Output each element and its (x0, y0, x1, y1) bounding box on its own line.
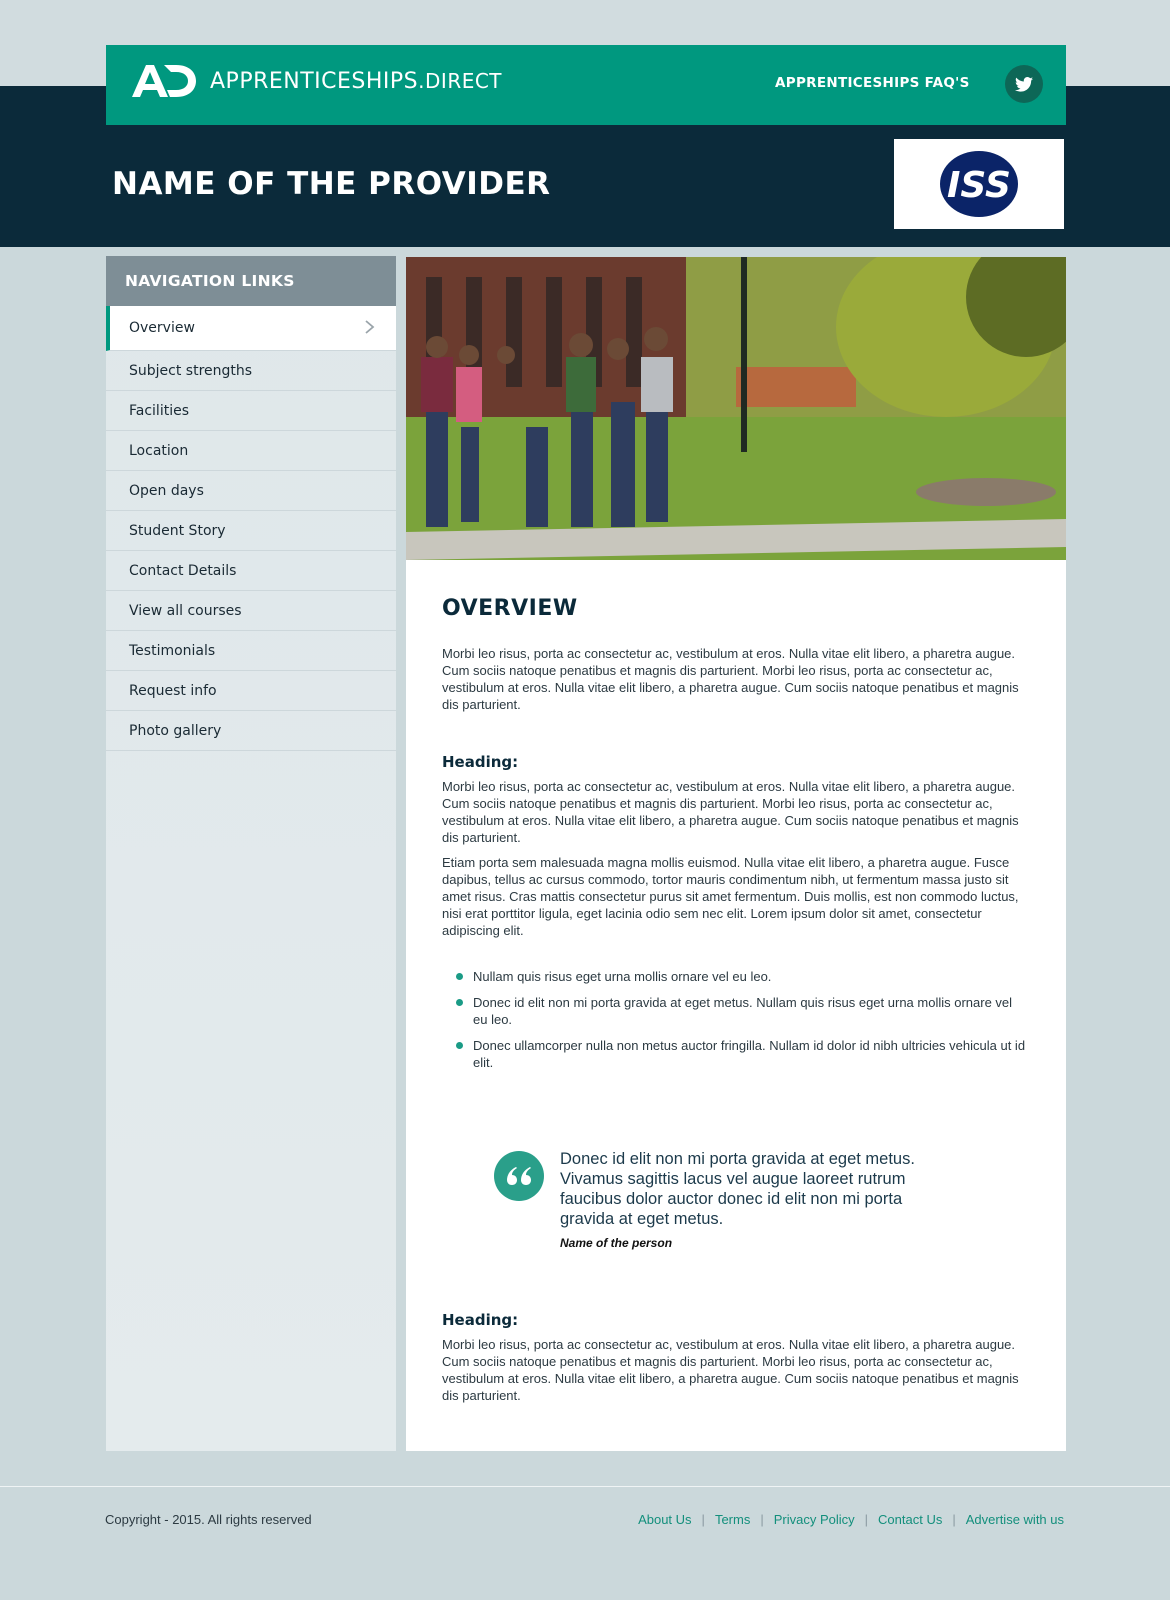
bullet-list (442, 968, 1030, 1071)
footer-link-privacy-policy[interactable]: Privacy Policy (773, 1512, 855, 1527)
top-navigation-bar (106, 45, 1066, 125)
logo-wordmark (210, 69, 502, 94)
footer-link-about-us[interactable]: About Us (638, 1512, 692, 1527)
footer-separator: | (760, 1512, 764, 1527)
sidebar-item-label: Overview (129, 320, 195, 336)
quote-text: Donec id elit non mi porta gravida at eget metus. Vivamus sagittis lacus vel augue laoreet rutrum faucibus dolor auctor donec id elit non mi porta gravida at eget metus. (560, 1150, 915, 1228)
footer-divider (0, 1486, 1170, 1487)
section-heading-1: Heading: (442, 753, 519, 771)
section-heading-2: Heading: (442, 1311, 519, 1329)
sidebar-item-student-story[interactable] (106, 511, 396, 551)
sidebar-item-location[interactable] (106, 431, 396, 471)
logo-main-text: APPRENTICESHIPS (210, 68, 419, 94)
sidebar-item-label: Contact Details (129, 562, 237, 579)
footer-links (638, 1512, 1064, 1527)
sidebar-item-label: Testimonials (129, 642, 216, 659)
iss-logo-icon (938, 149, 1020, 219)
bullet-item: Donec ullamcorper nulla non metus auctor fringilla. Nullam id dolor id nibh ultricies vehicula ut id elit. (456, 1037, 1030, 1071)
sidebar-item-overview[interactable] (106, 306, 396, 351)
footer-separator: | (864, 1512, 869, 1527)
section-2-paragraph: Morbi leo risus, porta ac consectetur ac, vestibulum at eros. Nulla vitae elit libero, a pharetra augue. Cum sociis natoque penatibus et magnis dis parturient. Morbi leo risus, porta ac consectetur ac, vestibulum at eros. Nulla vitae elit libero, a pharetra augue. Cum sociis natoque penatibus et magnis dis parturient. (442, 1337, 1019, 1403)
sidebar-item-label: View all courses (129, 602, 242, 619)
twitter-icon (1015, 77, 1033, 92)
main-content (406, 257, 1066, 1451)
sidebar-item-label: Facilities (129, 402, 189, 419)
sidebar-item-label: Student Story (129, 522, 226, 539)
provider-logo (894, 139, 1064, 229)
quote-icon (494, 1151, 544, 1201)
sidebar-item-view-all-courses[interactable] (106, 591, 396, 631)
sidebar-item-open-days[interactable] (106, 471, 396, 511)
footer-copyright: Copyright - 2015. All rights reserved (105, 1512, 312, 1527)
site-logo[interactable] (130, 61, 502, 101)
sidebar-item-label: Request info (129, 682, 217, 699)
footer-link-terms[interactable]: Terms (714, 1512, 751, 1527)
sidebar-title: NAVIGATION LINKS (106, 256, 396, 306)
sidebar-item-label: Subject strengths (129, 362, 253, 379)
hero-image (406, 257, 1066, 560)
sidebar-item-photo-gallery[interactable] (106, 711, 396, 751)
twitter-button[interactable] (1005, 65, 1043, 103)
footer-link-contact-us[interactable]: Contact Us (878, 1512, 943, 1527)
footer-separator: | (701, 1512, 705, 1527)
sidebar-item-request-info[interactable] (106, 671, 396, 711)
sidebar-item-testimonials[interactable] (106, 631, 396, 671)
footer-separator: | (952, 1512, 956, 1527)
sidebar-item-subject-strengths[interactable] (106, 351, 396, 391)
sidebar-item-label: Open days (129, 482, 204, 499)
logo-mark-icon (130, 61, 198, 101)
overview-intro: Morbi leo risus, porta ac consectetur ac, vestibulum at eros. Nulla vitae elit libero, a pharetra augue. Cum sociis natoque penatibus et magnis dis parturient. Morbi leo risus, porta ac consectetur ac, vestibulum at eros. Nulla vitae elit libero, a pharetra augue. Cum sociis natoque penatibus et magnis dis parturient. (442, 646, 1019, 712)
footer-link-advertise[interactable]: Advertise with us (965, 1512, 1064, 1527)
sidebar-nav-list (106, 306, 396, 751)
bullet-item: Donec id elit non mi porta gravida at eget metus. Nullam quis risus eget urna mollis ornare vel eu leo. (456, 994, 1030, 1028)
iss-logo-text: ISS (947, 165, 1011, 206)
sidebar-item-contact-details[interactable] (106, 551, 396, 591)
testimonial-quote (494, 1149, 1030, 1259)
chevron-right-icon (364, 319, 376, 335)
sidebar-item-label: Photo gallery (129, 722, 222, 739)
provider-title: NAME OF THE PROVIDER (112, 166, 551, 202)
logo-suffix-text: .DIRECT (418, 68, 503, 93)
sidebar (106, 256, 396, 1451)
sidebar-item-facilities[interactable] (106, 391, 396, 431)
faq-link[interactable]: APPRENTICESHIPS FAQ'S (775, 75, 970, 91)
quote-marks-icon (506, 1165, 532, 1187)
section-1-paragraph-1: Morbi leo risus, porta ac consectetur ac, vestibulum at eros. Nulla vitae elit libero, a pharetra augue. Cum sociis natoque penatibus et magnis dis parturient. Morbi leo risus, porta ac consectetur ac, vestibulum at eros. Nulla vitae elit libero, a pharetra augue. Cum sociis natoque penatibus et magnis dis parturient. (442, 779, 1019, 845)
overview-title: OVERVIEW (442, 596, 578, 621)
quote-author: Name of the person (560, 1236, 673, 1250)
bullet-item: Nullam quis risus eget urna mollis ornare vel eu leo. (456, 968, 1030, 985)
section-1-paragraph-2: Etiam porta sem malesuada magna mollis euismod. Nulla vitae elit libero, a pharetra augue. Fusce dapibus, tellus ac cursus commodo, tortor mauris condimentum nibh, ut fermentum massa justo sit amet risus. Cras mattis consectetur purus sit amet fermentum. Duis mollis, est non commodo luctus, nisi erat porttitor ligula, eget lacinia odio sem nec elit. Lorem ipsum dolor sit amet, consectetur adipiscing elit. (442, 855, 1019, 938)
sidebar-item-label: Location (129, 442, 189, 459)
